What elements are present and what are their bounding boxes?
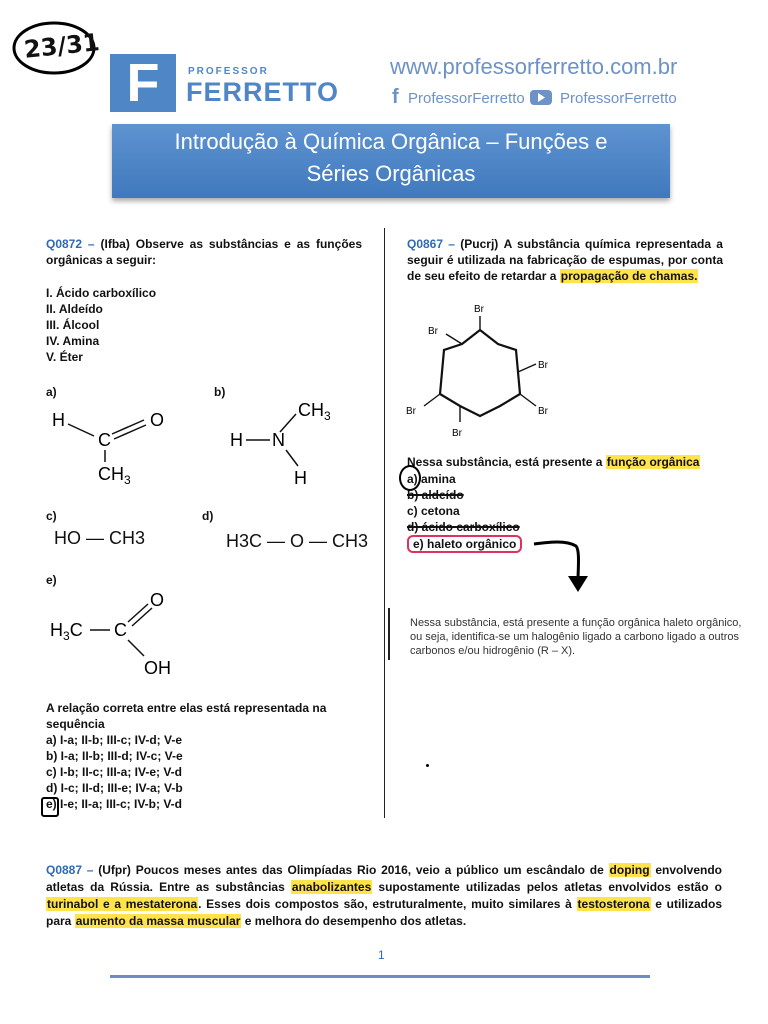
q0867-highlight: propagação de chamas.	[560, 269, 698, 283]
note-bracket	[388, 608, 390, 660]
svg-text:OH: OH	[144, 658, 171, 678]
structure-label-d: d)	[202, 509, 214, 523]
website-link[interactable]: www.professorferretto.com.br	[390, 54, 678, 79]
q0867-options	[407, 471, 522, 552]
q0887-hl-doping: doping	[609, 863, 650, 877]
structure-label-e: e)	[46, 573, 57, 587]
stray-dot	[426, 764, 429, 767]
structure-label-b: b)	[214, 385, 226, 399]
svg-text:Br: Br	[428, 326, 438, 337]
q0887-hl-testosterona: testosterona	[577, 897, 650, 911]
q0887-text-5: e utilizados para	[46, 897, 722, 928]
page-number: 1	[378, 948, 385, 962]
q0887-hl-anabolizantes: anabolizantes	[291, 880, 372, 894]
svg-text:CH3: $CH_3$	[98, 464, 131, 487]
q0867-intro	[407, 236, 723, 284]
option-e[interactable]	[407, 536, 522, 552]
brand-big: FERRETTO	[186, 77, 340, 107]
svg-text:H: H	[294, 468, 307, 488]
function-item: IV. Amina	[46, 334, 100, 348]
structure-hexabromocyclododecane	[400, 298, 560, 444]
q0887-text-4: . Esses dois compostos são, estruturalmente, muito similares à	[198, 897, 572, 911]
option-b[interactable]: b) aldeído	[407, 488, 464, 502]
svg-text:Br: Br	[474, 304, 484, 315]
option-c[interactable]: c) I-b; II-c; III-a; IV-e; V-d	[46, 765, 183, 779]
structure-a-aldehyde	[46, 402, 176, 490]
q0872-source: (Ifba)	[100, 237, 130, 251]
q0872-intro	[46, 236, 362, 268]
option-e-correct: e) haleto orgânico	[407, 535, 522, 553]
structure-b-amine	[224, 396, 344, 492]
option-e[interactable]: e) I-e; II-a; III-c; IV-b; V-d	[46, 797, 183, 811]
q0887-text-2: envolvendo atletas da Rússia. Entre as substâncias	[46, 863, 722, 894]
brand-small: PROFESSOR	[188, 66, 269, 77]
handwritten-circle-a	[399, 465, 421, 491]
footer-rule	[110, 975, 650, 978]
q0867-prompt-text: Nessa substância, está presente a	[407, 455, 603, 469]
page-title-line2: Séries Orgânicas	[306, 161, 476, 186]
q0887-text-6: e melhora do desempenho dos atletas.	[244, 914, 467, 928]
q0887-paragraph	[46, 862, 722, 930]
option-a[interactable]: a) I-a; II-b; III-c; IV-d; V-e	[46, 733, 183, 747]
svg-text:C: C	[98, 430, 111, 450]
option-b[interactable]: b) I-a; II-b; III-d; IV-c; V-e	[46, 749, 183, 763]
column-divider	[384, 228, 385, 818]
svg-text:Br: Br	[538, 406, 548, 417]
handwritten-page-marker	[10, 18, 101, 78]
svg-text:Br: Br	[452, 428, 462, 439]
answer-mark-e-box	[41, 797, 59, 817]
svg-text:H: H	[52, 410, 65, 430]
q0872-code: Q0872 –	[46, 237, 95, 251]
svg-text:Br: Br	[538, 360, 548, 371]
handwritten-arrow-icon	[530, 536, 600, 596]
youtube-handle[interactable]: ProfessorFerretto	[560, 90, 677, 107]
q0872-question: A relação correta entre elas está representada na sequência	[46, 701, 327, 731]
option-d[interactable]: d) I-c; II-d; III-e; IV-a; V-b	[46, 781, 183, 795]
q0872-intro-text: Observe as substâncias e as funções orgânicas a seguir:	[46, 237, 362, 267]
page-title-line1: Introdução à Química Orgânica – Funções e	[174, 129, 608, 154]
q0887-code: Q0887 –	[46, 863, 94, 877]
option-c[interactable]: c) cetona	[407, 504, 460, 518]
option-a[interactable]: a) amina	[407, 472, 456, 486]
svg-text:CH3: $CH_3$	[298, 400, 331, 423]
q0887-text-1: (Ufpr) Poucos meses antes das Olimpíadas Rio 2016, veio a público um escândalo de	[98, 863, 604, 877]
function-item: I. Ácido carboxílico	[46, 286, 157, 300]
svg-text:Br: Br	[406, 406, 416, 417]
function-item: III. Álcool	[46, 318, 100, 332]
q0872-options	[46, 732, 183, 812]
youtube-icon	[530, 90, 552, 105]
svg-text:N: N	[272, 430, 285, 450]
q0867-source: (Pucrj)	[460, 237, 499, 251]
logo-mark: F	[110, 54, 176, 112]
q0867-resolution-note: Nessa substância, está presente a função orgânica haleto orgânico, ou seja, identifica-se um halogênio ligado a carbono ligado a outros carbonos e/ou hidrogênio (R – X).	[410, 617, 742, 657]
q0887-hl-aumento: aumento da massa muscular	[75, 914, 241, 928]
option-d[interactable]: d) ácido carboxílico	[407, 520, 520, 534]
q0867-code: Q0867 –	[407, 237, 455, 251]
structure-label-a: a)	[46, 385, 57, 399]
handwritten-page-text: 23/31	[22, 28, 101, 64]
facebook-handle[interactable]: ProfessorFerretto	[408, 90, 525, 107]
function-item: II. Aldeído	[46, 302, 103, 316]
page-title	[112, 124, 670, 198]
q0867-prompt-highlight: função orgânica	[606, 455, 700, 469]
svg-text:O: O	[150, 590, 165, 610]
q0887-text-3: supostamente utilizadas pelos atletas envolvidos estão o	[378, 880, 722, 894]
function-item: V. Éter	[46, 350, 83, 364]
structure-d-ether: H3C — O — CH3	[226, 531, 369, 551]
structure-label-c: c)	[46, 509, 57, 523]
structure-c-alcohol: HO — CH3	[54, 528, 146, 548]
svg-text:C: C	[114, 620, 127, 640]
structure-e-acid	[46, 586, 186, 682]
q0872-function-list	[46, 285, 156, 365]
svg-text:O: O	[150, 410, 165, 430]
svg-text:H: H	[230, 430, 243, 450]
q0887-hl-turinabol: turinabol e a mestaterona	[47, 897, 198, 911]
svg-text:H3C: $H_3C$	[50, 620, 83, 643]
facebook-icon: f	[392, 86, 399, 108]
q0867-text: A substância química representada a seguir é utilizada na fabricação de espumas, por conta de seu efeito de retardar a	[407, 237, 723, 283]
q0867-prompt	[407, 454, 723, 470]
